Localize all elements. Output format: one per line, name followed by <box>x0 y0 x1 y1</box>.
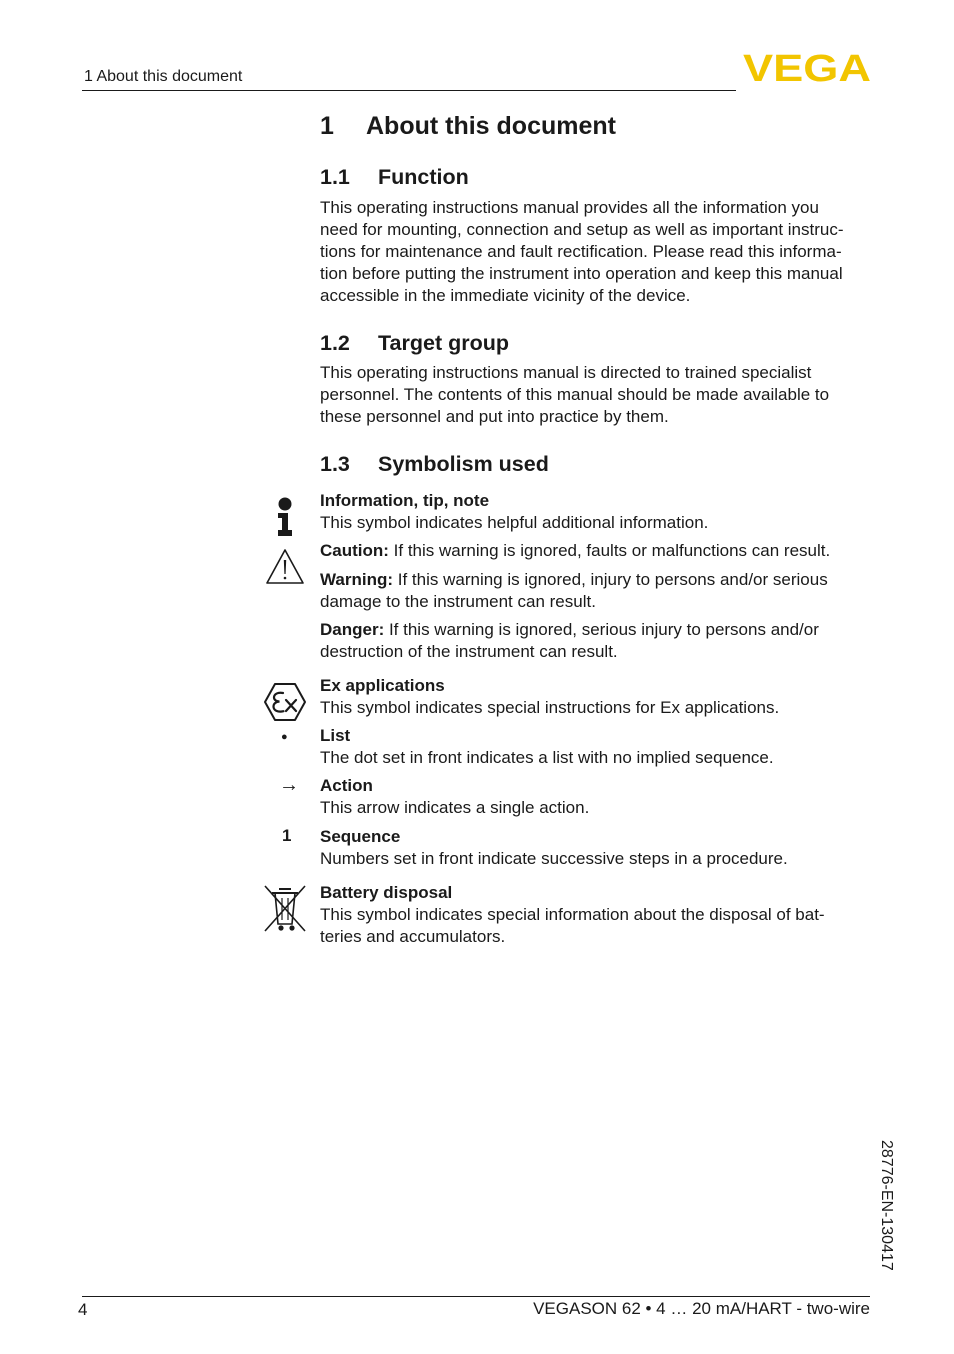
section-heading-symbolism <box>320 452 549 477</box>
footer-rule <box>82 1296 870 1297</box>
ex-title: Ex applications <box>320 676 445 695</box>
header-rule <box>82 90 736 91</box>
crossed-bin-icon <box>262 884 308 934</box>
ex-entry <box>320 675 875 719</box>
chapter-number: 1 <box>320 112 334 140</box>
action-entry <box>320 775 875 819</box>
info-title: Information, tip, note <box>320 491 490 510</box>
list-bullet-icon: ● <box>281 731 288 743</box>
caution-entry <box>320 540 875 562</box>
section-title: Target group <box>378 331 509 355</box>
ex-text: This symbol indicates special instructions for Ex applications. <box>320 698 780 717</box>
battery-entry <box>320 882 875 948</box>
section-heading-target-group <box>320 331 509 356</box>
target-group-paragraph <box>320 362 875 428</box>
text-line: tions for maintenance and fault rectification. Please read this informa- <box>320 242 842 261</box>
section-title: Symbolism used <box>378 452 549 476</box>
sequence-number-marker: 1 <box>282 826 292 845</box>
sequence-entry <box>320 826 875 870</box>
warning-triangle-icon <box>265 548 305 586</box>
info-entry <box>320 490 875 534</box>
warning-label: Warning: <box>320 570 394 589</box>
warning-text: If this warning is ignored, injury to persons and/or serious <box>393 570 828 589</box>
text-line: personnel. The contents of this manual should be made available to <box>320 385 830 404</box>
running-header: 1 About this document <box>84 68 243 85</box>
caution-label: Caution: <box>320 541 389 560</box>
warning-text-line2: damage to the instrument can result. <box>320 592 596 611</box>
battery-text: This symbol indicates special information about the disposal of bat- <box>320 905 825 924</box>
danger-label: Danger: <box>320 620 385 639</box>
warning-entry <box>320 569 875 613</box>
vega-logo <box>742 50 872 84</box>
section-number: 1.2 <box>320 331 350 355</box>
list-title: List <box>320 726 351 745</box>
battery-title: Battery disposal <box>320 883 453 902</box>
caution-text: If this warning is ignored, faults or malfunctions can result. <box>388 541 831 560</box>
text-line: tion before putting the instrument into operation and keep this manual <box>320 264 843 283</box>
danger-entry <box>320 619 875 663</box>
page-number: 4 <box>78 1300 88 1319</box>
text-line: these personnel and put into practice by them. <box>320 407 669 426</box>
arrow-right-icon: → <box>279 774 299 796</box>
list-entry <box>320 725 875 769</box>
text-line: accessible in the immediate vicinity of the device. <box>320 286 691 305</box>
ex-icon <box>263 682 307 722</box>
list-text: The dot set in front indicates a list with no implied sequence. <box>320 748 774 767</box>
text-line: This operating instructions manual provides all the information you <box>320 198 819 217</box>
section-number: 1.3 <box>320 452 350 476</box>
section-number: 1.1 <box>320 165 350 189</box>
info-text: This symbol indicates helpful additional information. <box>320 513 709 532</box>
text-line: need for mounting, connection and setup as well as important instruc- <box>320 220 844 239</box>
function-paragraph <box>320 197 875 307</box>
battery-text-line2: teries and accumulators. <box>320 927 506 946</box>
sequence-text: Numbers set in front indicate successive steps in a procedure. <box>320 849 788 868</box>
action-title: Action <box>320 776 373 795</box>
section-heading-function <box>320 165 469 190</box>
text-line: This operating instructions manual is directed to trained specialist <box>320 363 812 382</box>
action-text: This arrow indicates a single action. <box>320 798 590 817</box>
footer-document-title: VEGASON 62 • 4 … 20 mA/HART - two-wire <box>533 1299 870 1318</box>
danger-text: If this warning is ignored, serious injury to persons and/or <box>384 620 819 639</box>
section-title: Function <box>378 165 469 189</box>
chapter-title: About this document <box>366 112 616 140</box>
info-icon <box>274 497 296 537</box>
logo-text: VEGA <box>743 50 871 84</box>
danger-text-line2: destruction of the instrument can result. <box>320 642 618 661</box>
chapter-heading <box>320 112 616 141</box>
sequence-title: Sequence <box>320 827 401 846</box>
document-id: 28776-EN-130417 <box>878 1140 895 1271</box>
